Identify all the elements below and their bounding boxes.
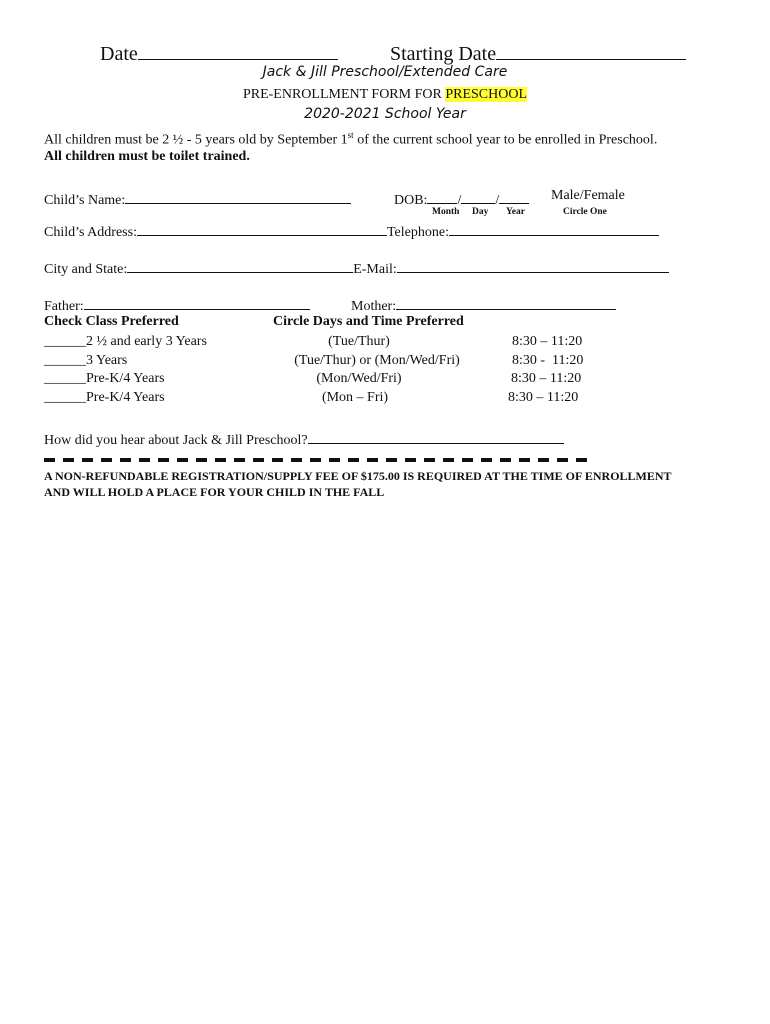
city-state-blank[interactable] (127, 257, 353, 273)
days-option[interactable]: (Mon/Wed/Fri) (316, 371, 402, 386)
class-check-blank[interactable]: ______ (44, 334, 86, 349)
form-title (0, 87, 770, 103)
class-option[interactable] (44, 334, 207, 350)
telephone-label: Telephone: (386, 225, 449, 240)
class-label: Pre-K/4 Years (86, 390, 165, 405)
starting-date-blank[interactable] (496, 44, 686, 60)
class-option[interactable] (44, 390, 165, 406)
dob-month-hint: Month (432, 207, 460, 217)
child-name-field[interactable] (44, 188, 351, 209)
date-field[interactable] (90, 20, 338, 66)
time-option[interactable]: 8:30 - 11:20 (512, 353, 584, 368)
starting-date-label: Starting Date (390, 43, 497, 65)
days-option[interactable]: (Tue/Thur) or (Mon/Wed/Fri) (294, 353, 460, 368)
age-requirement-text: All children must be 2 ½ - 5 years old by September 1 (44, 132, 348, 148)
gender-option[interactable]: Male/Female (551, 188, 625, 203)
city-state-field[interactable] (44, 257, 669, 278)
child-address-field[interactable] (44, 220, 659, 241)
date-blank[interactable] (138, 44, 338, 60)
class-option[interactable] (44, 353, 127, 369)
email-label: E-Mail: (353, 262, 397, 277)
dob-separator: / (457, 193, 462, 208)
fee-notice-line1: A NON-REFUNDABLE REGISTRATION/SUPPLY FEE OF $175.00 IS REQUIRED AT THE TIME OF ENROLLMENT (44, 469, 672, 483)
days-option[interactable]: (Mon – Fri) (321, 390, 389, 405)
form-title-prefix: PRE-ENROLLMENT FORM FOR (242, 87, 446, 102)
date-label: Date (100, 43, 138, 65)
age-requirement-sup: st (347, 130, 354, 140)
child-name-blank[interactable] (125, 188, 351, 204)
dob-day-hint: Day (472, 207, 489, 217)
class-check-blank[interactable]: ______ (44, 371, 86, 386)
dob-separator: / (495, 193, 500, 208)
email-blank[interactable] (397, 257, 669, 273)
class-option[interactable] (44, 371, 165, 387)
class-label: Pre-K/4 Years (86, 371, 165, 386)
dob-month-blank[interactable] (427, 188, 457, 204)
dob-field[interactable] (394, 188, 529, 209)
fee-notice-line2: AND WILL HOLD A PLACE FOR YOUR CHILD IN THE FALL (44, 485, 385, 499)
class-check-blank[interactable]: ______ (44, 353, 86, 368)
dashed-divider (44, 458, 592, 462)
referral-label: How did you hear about Jack & Jill Preschool? (44, 433, 308, 448)
referral-blank[interactable] (308, 428, 564, 444)
class-label: 3 Years (86, 353, 128, 368)
telephone-blank[interactable] (449, 220, 659, 236)
class-label: 2 ½ and early 3 Years (86, 334, 207, 349)
school-name: Jack & Jill Preschool/Extended Care (262, 64, 508, 80)
dob-label: DOB: (394, 193, 428, 208)
dob-day-blank[interactable] (461, 188, 495, 204)
starting-date-field[interactable] (380, 20, 686, 66)
school-year: 2020-2021 School Year (304, 106, 466, 122)
father-field[interactable] (44, 294, 310, 315)
child-name-label: Child’s Name: (44, 193, 126, 208)
time-option[interactable]: 8:30 – 11:20 (508, 390, 579, 405)
father-blank[interactable] (84, 294, 310, 310)
time-option[interactable]: 8:30 – 11:20 (512, 334, 583, 349)
dob-year-hint: Year (506, 207, 525, 217)
mother-label: Mother: (351, 299, 397, 314)
age-requirement (44, 130, 657, 149)
gender-hint: Circle One (563, 207, 607, 217)
city-state-label: City and State: (44, 262, 128, 277)
referral-field[interactable] (44, 428, 564, 449)
child-address-blank[interactable] (137, 220, 387, 236)
father-label: Father: (44, 299, 84, 314)
days-option[interactable]: (Tue/Thur) (328, 334, 390, 349)
toilet-requirement: All children must be toilet trained. (44, 149, 250, 164)
age-requirement-suffix: of the current school year to be enrolled in Preschool. (353, 132, 658, 148)
child-address-label: Child’s Address: (44, 225, 137, 240)
days-header: Circle Days and Time Preferred (273, 314, 464, 329)
time-option[interactable]: 8:30 – 11:20 (511, 371, 582, 386)
mother-blank[interactable] (396, 294, 616, 310)
class-header: Check Class Preferred (44, 314, 179, 329)
form-title-highlight: PRESCHOOL (445, 87, 528, 102)
dob-year-blank[interactable] (499, 188, 529, 204)
mother-field[interactable] (351, 294, 616, 315)
class-check-blank[interactable]: ______ (44, 390, 86, 405)
